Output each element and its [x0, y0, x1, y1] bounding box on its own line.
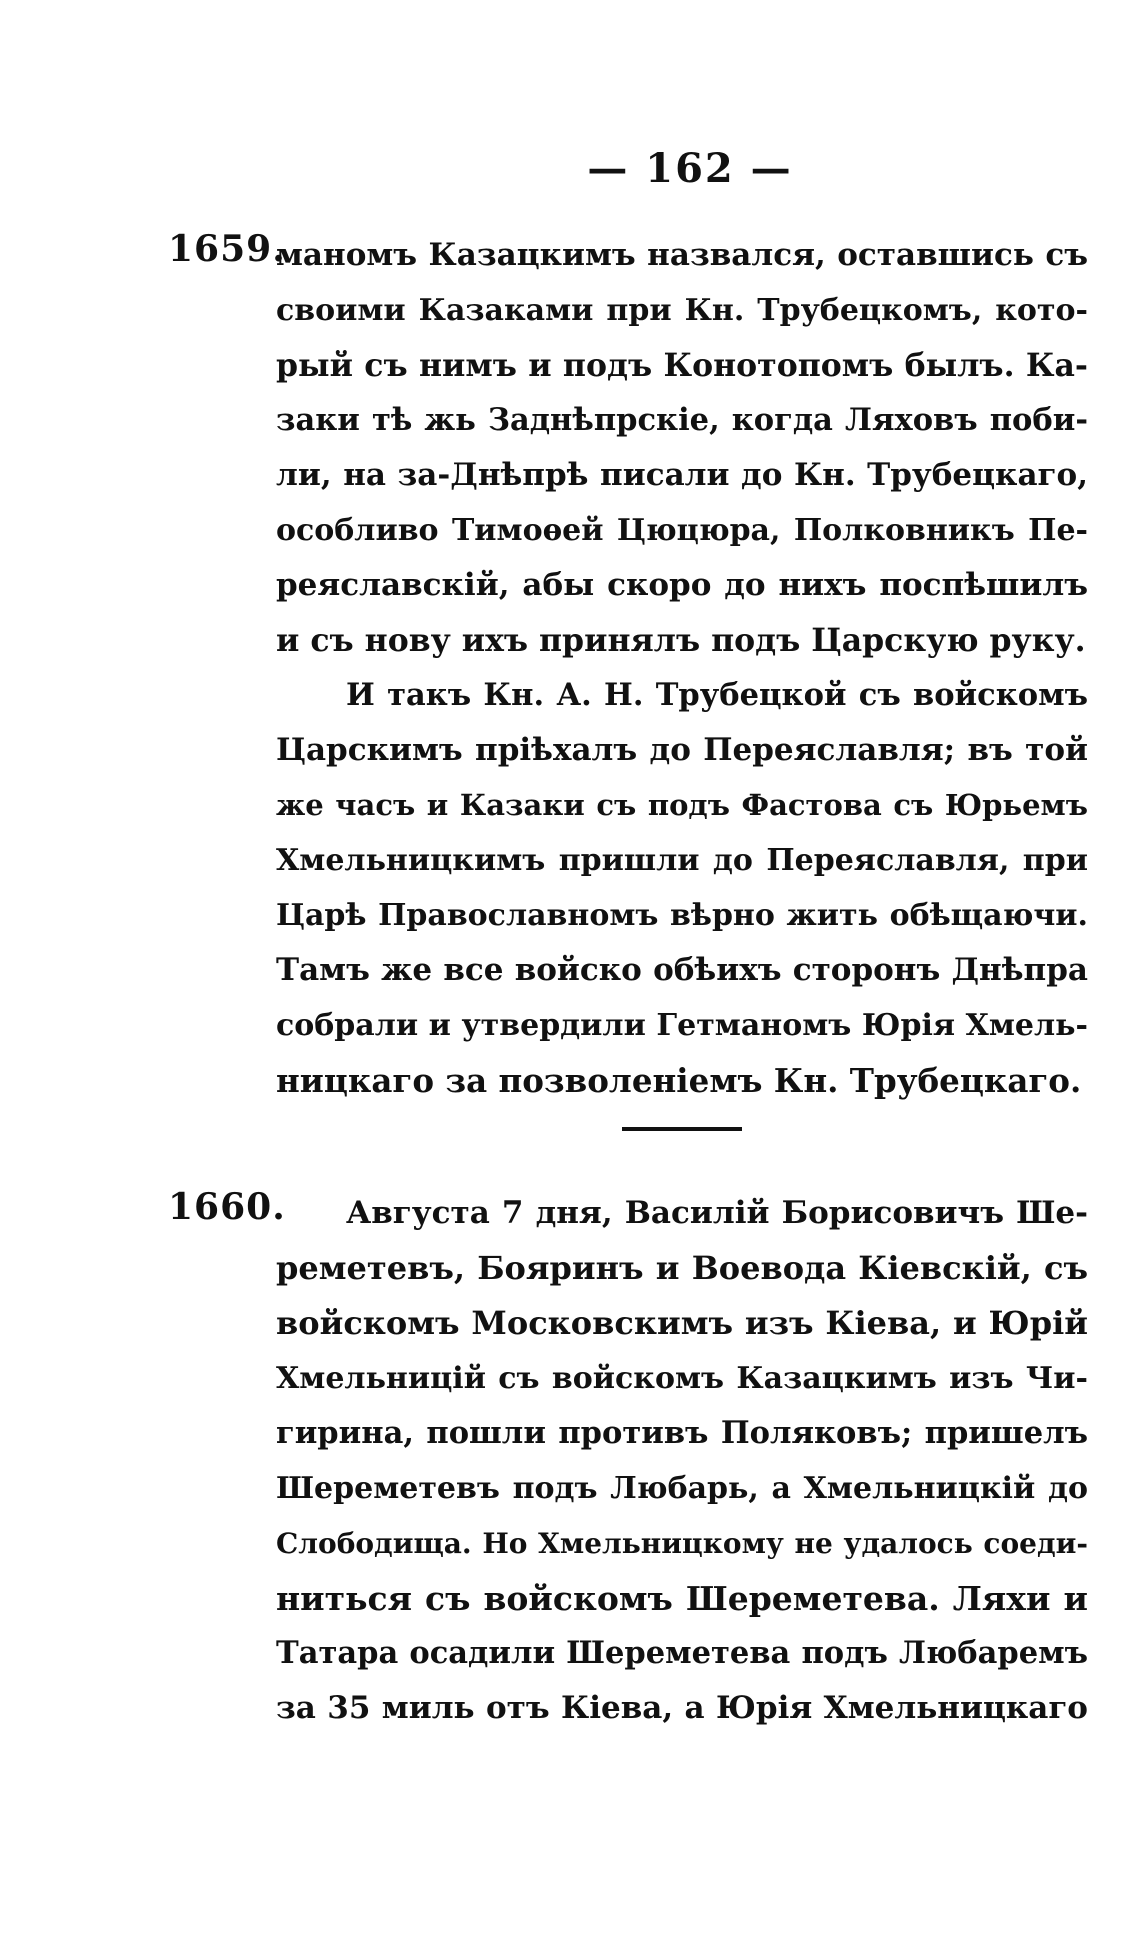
section-divider	[622, 1127, 742, 1131]
text-line: маномъ Казацкимъ назвался, оставшись съ	[276, 237, 1088, 273]
text-line: Хмельницкимъ пришли до Переяславля, при	[276, 843, 1088, 878]
text-line: за 35 миль отъ Кіева, а Юрія Хмельницкаго	[276, 1690, 1088, 1726]
text-line: ниться съ войскомъ Шереметева. Ляхи и	[276, 1579, 1088, 1618]
text-line: Хмельницій съ войскомъ Казацкимъ изъ Чи-	[276, 1361, 1088, 1396]
entry-text	[276, 228, 1088, 1108]
text-line: заки тѣ жь Заднѣпрскіе, когда Ляховъ поби-	[276, 402, 1088, 438]
text-line: Шереметевъ подъ Любарь, а Хмельницкій до	[276, 1471, 1088, 1506]
text-line: Царѣ Православномъ вѣрно жить обѣщаючи.	[276, 898, 1088, 933]
text-line: ницкаго за позволеніемъ Кн. Трубецкаго.	[276, 1061, 1082, 1100]
entry-year: 1659.	[168, 228, 286, 270]
text-line: гирина, пошли противъ Поляковъ; пришелъ	[276, 1415, 1088, 1451]
text-line: войскомъ Московскимъ изъ Кіева, и Юрій	[276, 1304, 1088, 1342]
text-line: ли, на за-Днѣпрѣ писали до Кн. Трубецкаго,	[276, 457, 1088, 493]
text-line: своими Казаками при Кн. Трубецкомъ, кото-	[276, 293, 1088, 328]
text-line: же часъ и Казаки съ подъ Фастова съ Юрьемъ	[276, 788, 1088, 822]
text-line: Тамъ же все войско обѣихъ сторонъ Днѣпра	[276, 952, 1088, 988]
text-line: особливо Тимоѳей Цюцюра, Полковникъ Пе-	[276, 513, 1088, 548]
text-line: и съ нову ихъ принялъ подъ Царскую руку.	[276, 622, 1086, 659]
text-line: Августа 7 дня, Василій Борисовичъ Ше-	[346, 1195, 1088, 1231]
entry-year: 1660.	[168, 1186, 286, 1228]
page-number: — 162 —	[587, 145, 793, 192]
text-line: И такъ Кн. А. Н. Трубецкой съ войскомъ	[346, 677, 1088, 713]
text-line: реяславскій, абы скоро до нихъ поспѣшилъ	[276, 567, 1088, 603]
text-line: собрали и утвердили Гетманомъ Юрія Хмель-	[276, 1008, 1088, 1043]
text-line: Татара осадили Шереметева подъ Любаремъ	[276, 1635, 1088, 1671]
entry-text	[276, 1186, 1088, 1736]
text-line: реметевъ, Бояринъ и Воевода Кіевскій, съ	[276, 1249, 1088, 1287]
text-line: Слободища. Но Хмельницкому не удалось соеди-	[276, 1527, 1088, 1560]
text-line: рый съ нимъ и подъ Конотопомъ былъ. Ка-	[276, 347, 1088, 384]
text-line: Царскимъ пріѣхалъ до Переяславля; въ той	[276, 732, 1088, 768]
